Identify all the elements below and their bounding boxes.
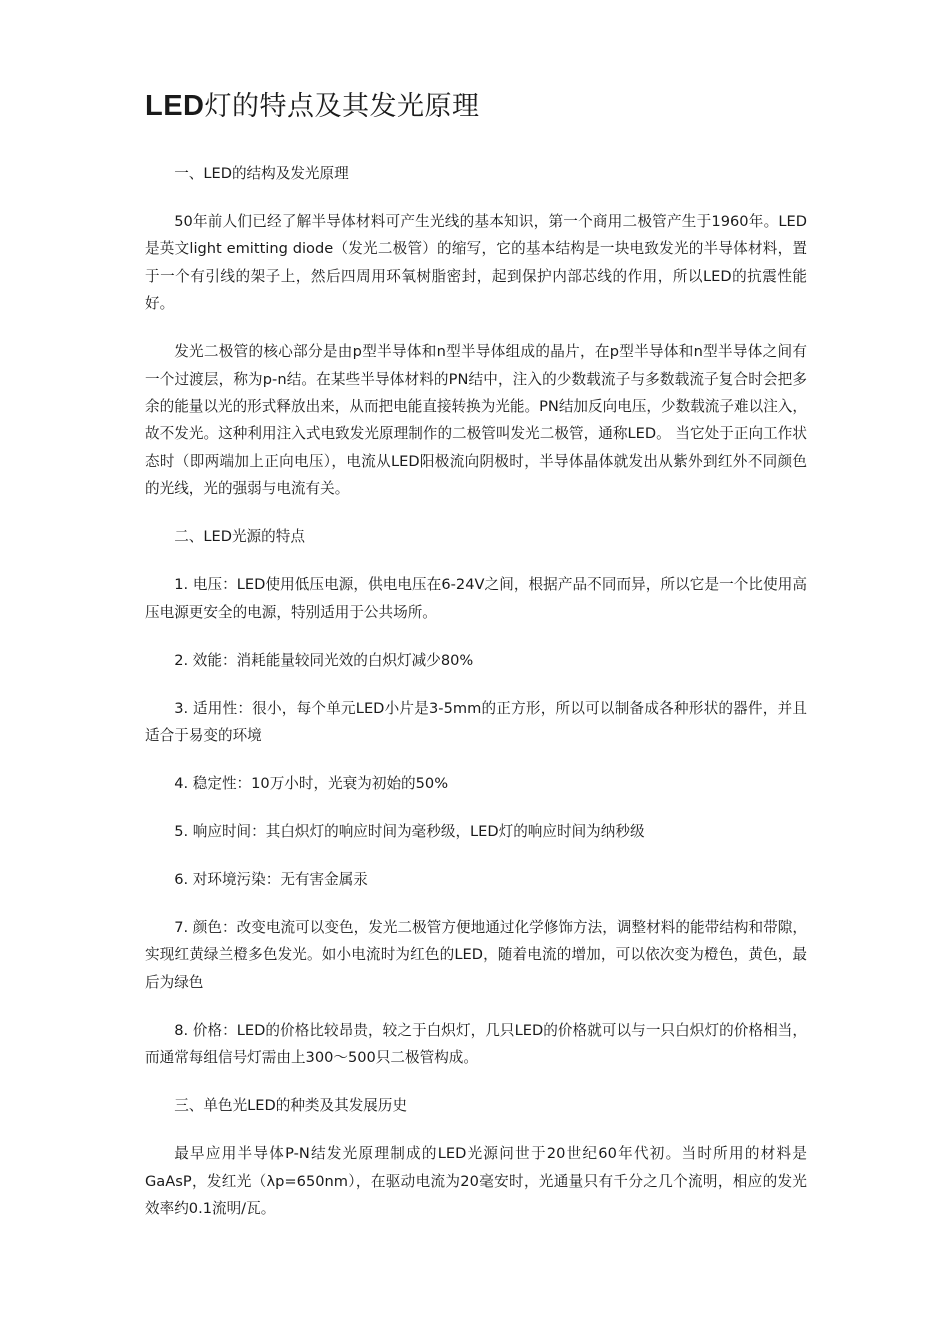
paragraph-early-led: 最早应用半导体P-N结发光原理制成的LED光源问世于20世纪60年代初。当时所用的材料是GaAsP，发红光（λp=650nm），在驱动电流为20毫安时，光通量只有千分之几个流明，相应的发光效率约0.1流明/瓦。 [145,1145,807,1218]
paragraph-history: 50年前人们已经了解半导体材料可产生光线的基本知识，第一个商用二极管产生于1960年。LED是英文light emitting diode（发光二极管）的缩写，它的基本结构是一块电致发光的半导体材料，置于一个有引线的架子上，然后四周用环氧树脂密封，起到保护内部芯线的作用，所以LED的抗震性能好。 [145,213,807,313]
feature-item-applicability: 3. 适用性：很小，每个单元LED小片是3-5mm的正方形，所以可以制备成各种形状的器件，并且适合于易变的环境 [145,699,807,745]
paragraph-pn-junction: 发光二极管的核心部分是由p型半导体和n型半导体组成的晶片，在p型半导体和n型半导体之间有一个过渡层，称为p-n结。在某些半导体材料的PN结中，注入的少数载流子与多数载流子复合时会把多余的能量以光的形式释放出来，从而把电能直接转换为光能。PN结加反向电压，少数载流子难以注入，故不发光。这种利用注入式电致发光原理制作的二极管叫发光二极管，通称LED。 当它处于正向工作状态时（即两端加上正向电压），电流从LED阳极流向阴极时，半导体晶体就发出从紫外到红外不同颜色的光线，光的强弱与电流有关。 [145,343,807,498]
feature-item-efficiency: 2. 效能：消耗能量较同光效的白炽灯减少80% [174,651,474,669]
section-heading-features: 二、LED光源的特点 [174,528,305,546]
feature-item-color: 7. 颜色：改变电流可以变色，发光二极管方便地通过化学修饰方法，调整材料的能带结构和带隙，实现红黄绿兰橙多色发光。如小电流时为红色的LED，随着电流的增加，可以依次变为橙色，黄色，最后为绿色 [145,919,807,991]
feature-item-voltage: 1. 电压：LED使用低压电源，供电电压在6-24V之间，根据产品不同而异，所以它是一个比使用高压电源更安全的电源，特别适用于公共场所。 [145,576,807,621]
feature-item-environment: 6. 对环境污染：无有害金属汞 [174,871,368,889]
section-heading-monochrome: 三、单色光LED的种类及其发展历史 [174,1097,408,1115]
feature-item-response-time: 5. 响应时间：其白炽灯的响应时间为毫秒级，LED灯的响应时间为纳秒级 [174,823,645,841]
feature-item-stability: 4. 稳定性：10万小时，光衰为初始的50% [174,775,449,793]
title-latin-part: LED [145,90,205,122]
section-heading-structure: 一、LED的结构及发光原理 [174,165,349,182]
document-title [145,86,480,127]
title-chinese-part: 灯的特点及其发光原理 [204,91,480,122]
feature-item-price: 8. 价格：LED的价格比较昂贵，较之于白炽灯，几只LED的价格就可以与一只白炽灯的价格相当，而通常每组信号灯需由上300～500只二极管构成。 [145,1021,807,1067]
document-body [145,160,807,1243]
